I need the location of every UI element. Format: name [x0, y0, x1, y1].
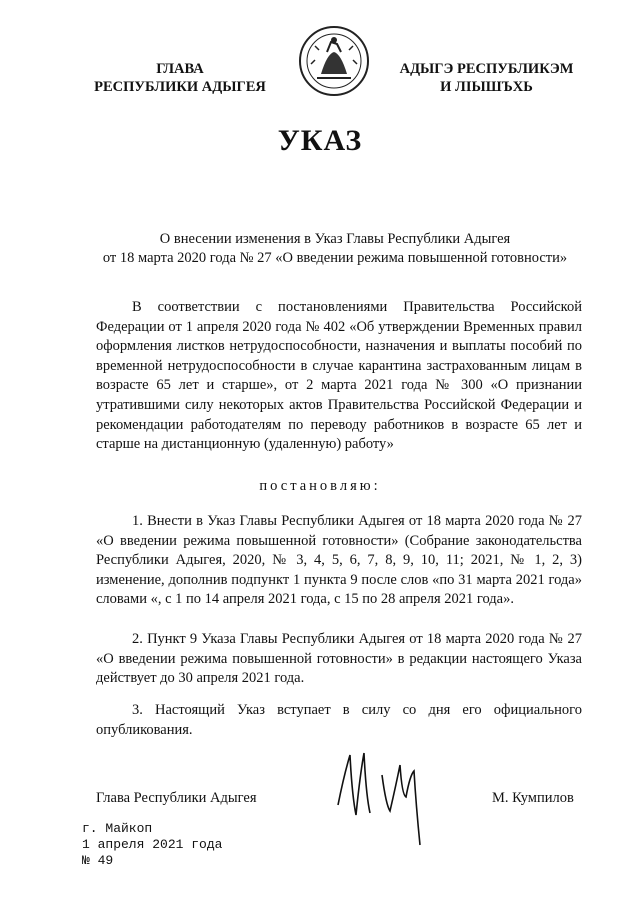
place-of-signing: г. Майкоп: [82, 821, 153, 836]
subject-line-2: от 18 марта 2020 года № 27 «О введении режима повышенной готовности»: [102, 250, 568, 266]
signatory-name: М. Кумпилов: [492, 790, 574, 806]
item-2-text: 2. Пункт 9 Указа Главы Республики Адыгея от 18 марта 2020 года № 27 «О введении режима повышенной готовности» в редакции настоящего Указа действует до 30 апреля 2021 года.: [96, 631, 582, 687]
issuer-line-2-adyghe: И ЛІЫШЪХЬ: [440, 79, 533, 95]
resolution-word: постановляю:: [259, 478, 381, 494]
document-subject: [60, 230, 610, 268]
issuer-line-1-adyghe: АДЫГЭ РЕСПУБЛИКЭМ: [399, 61, 574, 77]
item-3-text: 3. Настоящий Указ вступает в силу со дня его официального опубликования.: [96, 702, 582, 738]
item-1-text: 1. Внести в Указ Главы Республики Адыгея от 18 марта 2020 года № 27 «О введении режима повышенной готовности» (Собрание законодательства Республики Адыгея, 2020, № 3, 4, 5, 6, 7, 8, 9, 10, 11; 2021, № 1, 2, 3) изменение, дополнив подпункт 1 пункта 9 после слов «по 31 марта 2021 года» словами «, с 1 по 14 апреля 2021 года, с 15 по 28 апреля 2021 года».: [96, 513, 582, 608]
issuer-header-russian: [70, 60, 290, 96]
item-1-paragraph: [96, 512, 582, 610]
preamble-paragraph: [96, 298, 582, 455]
item-2-paragraph: [96, 630, 582, 689]
handwritten-signature: [330, 735, 450, 855]
subject-line-1: О внесении изменения в Указ Главы Республики Адыгея: [159, 231, 511, 247]
issuer-line-2: РЕСПУБЛИКИ АДЫГЕЯ: [94, 79, 266, 95]
signatory-position: Глава Республики Адыгея: [96, 790, 257, 806]
issuer-line-1: ГЛАВА: [156, 61, 204, 77]
issuer-header-adyghe: [384, 60, 589, 96]
preamble-text: В соответствии с постановлениями Правительства Российской Федерации от 1 апреля 2020 года № 402 «Об утверждении Временных правил оформления листков нетрудоспособности, назначения и выплаты пособий по временной нетрудоспособности в случае карантина застрахованным лицам в возрасте 65 лет и старше», от 2 марта 2021 года № 300 «О признании утратившими силу некоторых актов Правительства Российской Федерации и рекомендации работодателям по переводу работников в возрасте 65 лет и старше на дистанционную (удаленную) работу»: [96, 299, 582, 453]
decree-number: № 49: [82, 853, 114, 868]
date-of-signing: 1 апреля 2021 года: [82, 837, 223, 852]
coat-of-arms-icon: [297, 24, 371, 98]
document-title: УКАЗ: [277, 124, 363, 157]
